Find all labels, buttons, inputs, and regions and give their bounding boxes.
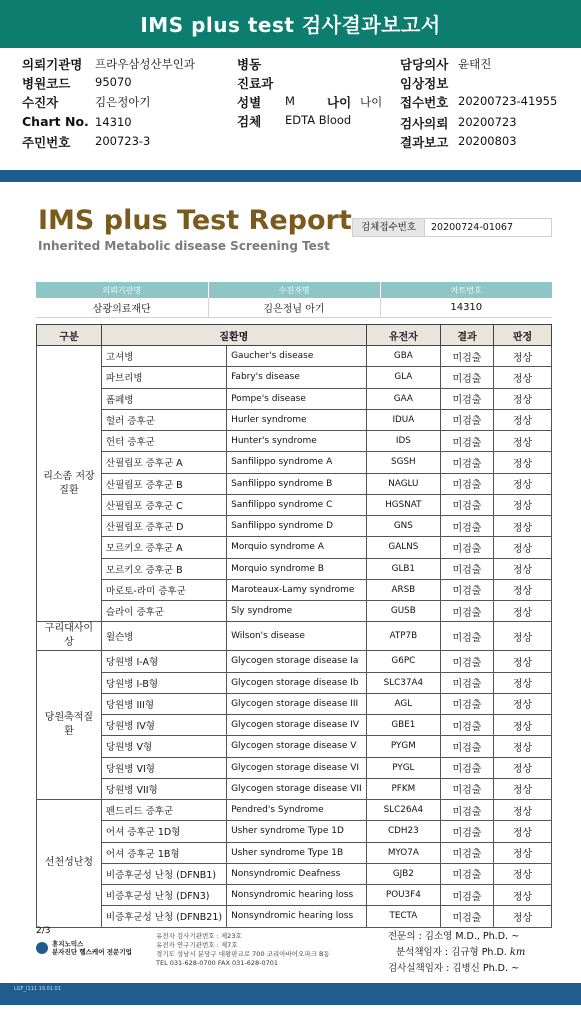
judgement-value: 정상 xyxy=(493,473,551,494)
judgement-value: 정상 xyxy=(493,346,551,367)
result-value: 미검출 xyxy=(440,622,493,651)
disease-korean-name: 당원병 VII형 xyxy=(101,778,226,799)
gene-name: GNS xyxy=(366,516,440,537)
disease-korean-name: 산필립포 증후군 B xyxy=(101,473,226,494)
judgement-value: 정상 xyxy=(493,516,551,537)
disease-korean-name: 헐러 증후군 xyxy=(101,409,226,430)
disease-english-name: Glycogen storage disease Ia xyxy=(227,651,367,672)
category-cell: 선천성난청 xyxy=(37,800,102,928)
disease-korean-name: 모르키오 증후군 B xyxy=(101,558,226,579)
sex-label: 성별 xyxy=(237,95,262,110)
form-code: LGF_I111 19.01.01 xyxy=(14,986,61,992)
registration-info xyxy=(156,932,330,968)
disease-korean-name: 마로토-라미 증후군 xyxy=(101,579,226,600)
judgement-value: 정상 xyxy=(493,736,551,757)
gene-name: GBA xyxy=(366,346,440,367)
judgement-value: 정상 xyxy=(493,367,551,388)
chart-label: Chart No. xyxy=(22,114,89,129)
table-row xyxy=(37,885,552,906)
gene-name: GUSB xyxy=(366,601,440,622)
category-cell: 당원축적질환 xyxy=(37,651,102,800)
judgement-value: 정상 xyxy=(493,778,551,799)
judgement-value: 정상 xyxy=(493,622,551,651)
table-row xyxy=(37,409,552,430)
table-row xyxy=(37,821,552,842)
hospital-code-value: 95070 xyxy=(95,75,132,89)
disease-korean-name: 윌슨병 xyxy=(101,622,226,651)
result-value: 미검출 xyxy=(440,778,493,799)
specimen-label: 검체 xyxy=(237,114,262,129)
judgement-value: 정상 xyxy=(493,537,551,558)
age-value: 나이 xyxy=(360,95,383,109)
category-cell: 구리대사이상 xyxy=(37,622,102,651)
gene-name: POU3F4 xyxy=(366,885,440,906)
disease-korean-name: 폼페병 xyxy=(101,388,226,409)
disease-english-name: Usher syndrome Type 1D xyxy=(227,821,367,842)
result-value: 미검출 xyxy=(440,431,493,452)
company-phone: TEL 031-628-0700 FAX 031-628-0701 xyxy=(156,959,279,967)
result-value: 미검출 xyxy=(440,715,493,736)
gene-name: GBE1 xyxy=(366,715,440,736)
disease-english-name: Hunter's syndrome xyxy=(227,431,367,452)
age-label: 나이 xyxy=(327,95,352,110)
result-table xyxy=(36,324,552,928)
disease-korean-name: 어셔 증후군 1D형 xyxy=(101,821,226,842)
registration-line2: 유전자 연구기관번호 : 제7호 xyxy=(156,941,238,949)
inst-header-institution: 의뢰기관명 xyxy=(36,282,208,298)
table-row xyxy=(37,693,552,714)
table-row xyxy=(37,367,552,388)
gene-name: ARSB xyxy=(366,579,440,600)
judgement-value: 정상 xyxy=(493,672,551,693)
sex-value: M xyxy=(285,94,295,108)
judgement-value: 정상 xyxy=(493,431,551,452)
table-row xyxy=(37,906,552,927)
result-value: 미검출 xyxy=(440,494,493,515)
judgement-value: 정상 xyxy=(493,906,551,927)
disease-korean-name: 슬라이 증후군 xyxy=(101,601,226,622)
result-value: 미검출 xyxy=(440,693,493,714)
ward-label: 병동 xyxy=(237,57,262,72)
disease-english-name: Hurler syndrome xyxy=(227,409,367,430)
disease-korean-name: 어셔 증후군 1B형 xyxy=(101,842,226,863)
disease-english-name: Sanfilippo syndrome B xyxy=(227,473,367,494)
request-label: 검사의뢰 xyxy=(400,116,449,131)
disease-korean-name: 당원병 V형 xyxy=(101,736,226,757)
gene-name: PYGM xyxy=(366,736,440,757)
staff-signatures xyxy=(388,929,525,977)
hospital-code-label: 병원코드 xyxy=(22,76,71,91)
gene-name: G6PC xyxy=(366,651,440,672)
result-value: 미검출 xyxy=(440,757,493,778)
table-row xyxy=(37,579,552,600)
judgement-value: 정상 xyxy=(493,388,551,409)
table-row xyxy=(37,736,552,757)
report-footer xyxy=(36,926,552,976)
patient-label: 수진자 xyxy=(22,95,59,110)
chart-value: 14310 xyxy=(95,115,132,129)
request-value: 20200723 xyxy=(458,115,517,129)
institution-label: 의뢰기관명 xyxy=(22,57,83,72)
disease-korean-name: 비증후군성 난청 (DFNB1) xyxy=(101,863,226,884)
table-row xyxy=(37,842,552,863)
disease-korean-name: 산필립포 증후군 D xyxy=(101,516,226,537)
gene-name: SLC26A4 xyxy=(366,800,440,821)
judgement-value: 정상 xyxy=(493,651,551,672)
gene-name: SGSH xyxy=(366,452,440,473)
signature-icon: ~ xyxy=(511,931,520,942)
staff-row xyxy=(388,945,525,961)
gene-name: SLC37A4 xyxy=(366,672,440,693)
receipt-label: 접수번호 xyxy=(400,95,449,110)
disease-korean-name: 모르키오 증후군 A xyxy=(101,537,226,558)
sample-number-box xyxy=(352,218,552,237)
gene-name: GAA xyxy=(366,388,440,409)
result-value: 미검출 xyxy=(440,821,493,842)
gene-name: PFKM xyxy=(366,778,440,799)
inst-value-chart: 14310 xyxy=(380,298,552,317)
table-row xyxy=(37,778,552,799)
doctor-value: 윤태진 xyxy=(458,57,492,71)
table-row xyxy=(37,757,552,778)
result-value: 미검출 xyxy=(440,388,493,409)
sample-number-value: 20200724-01067 xyxy=(431,222,514,233)
judgement-value: 정상 xyxy=(493,558,551,579)
receipt-value: 20200723-41955 xyxy=(458,94,558,108)
result-value: 미검출 xyxy=(440,906,493,927)
gene-name: GJB2 xyxy=(366,863,440,884)
report-banner: IMS plus test 검사결과보고서 xyxy=(0,0,581,48)
logo-line1: 휴지노믹스 xyxy=(52,940,84,948)
gene-name: AGL xyxy=(366,693,440,714)
gene-name: PYGL xyxy=(366,757,440,778)
table-row xyxy=(37,863,552,884)
judgement-value: 정상 xyxy=(493,409,551,430)
disease-korean-name: 파브리병 xyxy=(101,367,226,388)
result-value: 미검출 xyxy=(440,516,493,537)
dept-label: 진료과 xyxy=(237,76,274,91)
table-row xyxy=(37,516,552,537)
inst-header-chart: 차트번호 xyxy=(380,282,552,298)
staff-name: : 김소영 M.D., Ph.D. xyxy=(418,931,509,942)
disease-english-name: Pendred's Syndrome xyxy=(227,800,367,821)
staff-name: : 김규형 Ph.D. xyxy=(444,947,507,958)
disease-english-name: Glycogen storage disease IV xyxy=(227,715,367,736)
disease-english-name: Nonsyndromic hearing loss xyxy=(227,906,367,927)
result-value: 미검출 xyxy=(440,452,493,473)
report-subtitle: Inherited Metabolic disease Screening Test xyxy=(38,239,330,253)
staff-row xyxy=(388,961,525,977)
disease-english-name: Nonsyndromic hearing loss xyxy=(227,885,367,906)
page-number: 2/3 xyxy=(36,926,51,936)
gene-name: MYO7A xyxy=(366,842,440,863)
disease-korean-name: 고셔병 xyxy=(101,346,226,367)
staff-role: 분석책임자 xyxy=(396,947,442,958)
staff-role: 전문의 xyxy=(388,931,416,942)
disease-korean-name: 당원병 I-A형 xyxy=(101,651,226,672)
disease-korean-name: 산필립포 증후군 C xyxy=(101,494,226,515)
judgement-value: 정상 xyxy=(493,579,551,600)
disease-korean-name: 펜드리드 증후군 xyxy=(101,800,226,821)
judgement-value: 정상 xyxy=(493,757,551,778)
report-title: IMS plus Test Report xyxy=(38,205,352,236)
gene-name: NAGLU xyxy=(366,473,440,494)
gene-name: TECTA xyxy=(366,906,440,927)
header-result: 결과 xyxy=(440,325,493,346)
disease-english-name: Sly syndrome xyxy=(227,601,367,622)
table-row xyxy=(37,494,552,515)
result-value: 미검출 xyxy=(440,601,493,622)
result-value: 미검출 xyxy=(440,346,493,367)
result-value: 미검출 xyxy=(440,736,493,757)
disease-english-name: Wilson's disease xyxy=(227,622,367,651)
disease-korean-name: 비증후군성 난청 (DFNB21) xyxy=(101,906,226,927)
table-row xyxy=(37,537,552,558)
resident-value: 200723-3 xyxy=(95,134,151,148)
result-value: 미검출 xyxy=(440,473,493,494)
disease-english-name: Pompe's disease xyxy=(227,388,367,409)
header-disease: 질환명 xyxy=(101,325,366,346)
result-value: 미검출 xyxy=(440,651,493,672)
header-judgement: 판정 xyxy=(493,325,551,346)
result-value: 미검출 xyxy=(440,672,493,693)
judgement-value: 정상 xyxy=(493,693,551,714)
institution-value: 프라우삼성산부인과 xyxy=(95,57,195,71)
disease-english-name: Sanfilippo syndrome D xyxy=(227,516,367,537)
staff-row xyxy=(388,929,525,945)
table-row xyxy=(37,452,552,473)
judgement-value: 정상 xyxy=(493,885,551,906)
disease-english-name: Fabry's disease xyxy=(227,367,367,388)
gene-name: GALNS xyxy=(366,537,440,558)
gene-name: HGSNAT xyxy=(366,494,440,515)
judgement-value: 정상 xyxy=(493,715,551,736)
table-row xyxy=(37,431,552,452)
judgement-value: 정상 xyxy=(493,863,551,884)
disease-korean-name: 산필립포 증후군 A xyxy=(101,452,226,473)
disease-english-name: Sanfilippo syndrome C xyxy=(227,494,367,515)
disease-english-name: Sanfilippo syndrome A xyxy=(227,452,367,473)
disease-english-name: Glycogen storage disease V xyxy=(227,736,367,757)
specimen-value: EDTA Blood xyxy=(285,113,352,127)
company-address: 경기도 성남시 분당구 대왕판교로 700 코리아바이오파크 B동 xyxy=(156,950,330,958)
disease-english-name: Morquio syndrome A xyxy=(227,537,367,558)
judgement-value: 정상 xyxy=(493,842,551,863)
gene-name: IDUA xyxy=(366,409,440,430)
bottom-bar xyxy=(0,983,581,1005)
disease-english-name: Glycogen storage disease VI xyxy=(227,757,367,778)
result-value: 미검출 xyxy=(440,842,493,863)
table-row xyxy=(37,388,552,409)
inst-header-patient: 수진자명 xyxy=(208,282,380,298)
staff-role: 검사실책임자 xyxy=(388,963,444,974)
disease-english-name: Maroteaux-Lamy syndrome xyxy=(227,579,367,600)
result-value: 미검출 xyxy=(440,558,493,579)
clinical-label: 임상정보 xyxy=(400,76,449,91)
disease-korean-name: 비증후군성 난청 (DFN3) xyxy=(101,885,226,906)
table-row xyxy=(37,601,552,622)
disease-english-name: Glycogen storage disease VII xyxy=(227,778,367,799)
gene-name: CDH23 xyxy=(366,821,440,842)
disease-english-name: Glycogen storage disease III xyxy=(227,693,367,714)
table-row xyxy=(37,558,552,579)
registration-line1: 유전자 검사기관번호 : 제23호 xyxy=(156,932,242,940)
report-date-label: 결과보고 xyxy=(400,135,449,150)
judgement-value: 정상 xyxy=(493,601,551,622)
gene-name: IDS xyxy=(366,431,440,452)
gene-name: ATP7B xyxy=(366,622,440,651)
result-value: 미검출 xyxy=(440,579,493,600)
inst-value-patient: 김은정님 아기 xyxy=(208,298,380,317)
disease-korean-name: 당원병 I-B형 xyxy=(101,672,226,693)
disease-korean-name: 당원병 VI형 xyxy=(101,757,226,778)
result-value: 미검출 xyxy=(440,863,493,884)
table-row xyxy=(37,715,552,736)
table-row xyxy=(37,622,552,651)
report-date-value: 20200803 xyxy=(458,134,517,148)
company-logo xyxy=(36,940,132,956)
staff-name: : 김병신 Ph.D. xyxy=(446,963,508,974)
divider-bar xyxy=(0,170,581,182)
category-cell: 리소좀 저장질환 xyxy=(37,346,102,622)
judgement-value: 정상 xyxy=(493,452,551,473)
result-value: 미검출 xyxy=(440,367,493,388)
gene-name: GLA xyxy=(366,367,440,388)
sample-number-label: 검체접수번호 xyxy=(353,219,425,236)
table-row xyxy=(37,800,552,821)
logo-line2: 분자진단 헬스케어 전문기업 xyxy=(52,948,132,956)
disease-english-name: Glycogen storage disease Ib xyxy=(227,672,367,693)
signature-icon: ~ xyxy=(511,963,520,974)
disease-english-name: Gaucher's disease xyxy=(227,346,367,367)
institution-table xyxy=(36,282,552,318)
header-category: 구분 xyxy=(37,325,102,346)
logo-mark-icon xyxy=(36,942,48,954)
table-row xyxy=(37,346,552,367)
disease-korean-name: 당원병 IV형 xyxy=(101,715,226,736)
header-gene: 유전자 xyxy=(366,325,440,346)
judgement-value: 정상 xyxy=(493,494,551,515)
table-row xyxy=(37,473,552,494)
resident-label: 주민번호 xyxy=(22,135,71,150)
disease-korean-name: 당원병 III형 xyxy=(101,693,226,714)
patient-value: 김은정아기 xyxy=(95,95,151,109)
judgement-value: 정상 xyxy=(493,800,551,821)
result-value: 미검출 xyxy=(440,409,493,430)
disease-korean-name: 헌터 증후군 xyxy=(101,431,226,452)
signature-icon: km xyxy=(509,947,526,958)
result-value: 미검출 xyxy=(440,885,493,906)
doctor-label: 담당의사 xyxy=(400,57,449,72)
table-row xyxy=(37,672,552,693)
result-value: 미검출 xyxy=(440,537,493,558)
disease-english-name: Usher syndrome Type 1B xyxy=(227,842,367,863)
inst-value-institution: 삼광의료재단 xyxy=(36,298,208,317)
judgement-value: 정상 xyxy=(493,821,551,842)
gene-name: GLB1 xyxy=(366,558,440,579)
result-value: 미검출 xyxy=(440,800,493,821)
table-row xyxy=(37,651,552,672)
disease-english-name: Nonsyndromic Deafness xyxy=(227,863,367,884)
disease-english-name: Morquio syndrome B xyxy=(227,558,367,579)
